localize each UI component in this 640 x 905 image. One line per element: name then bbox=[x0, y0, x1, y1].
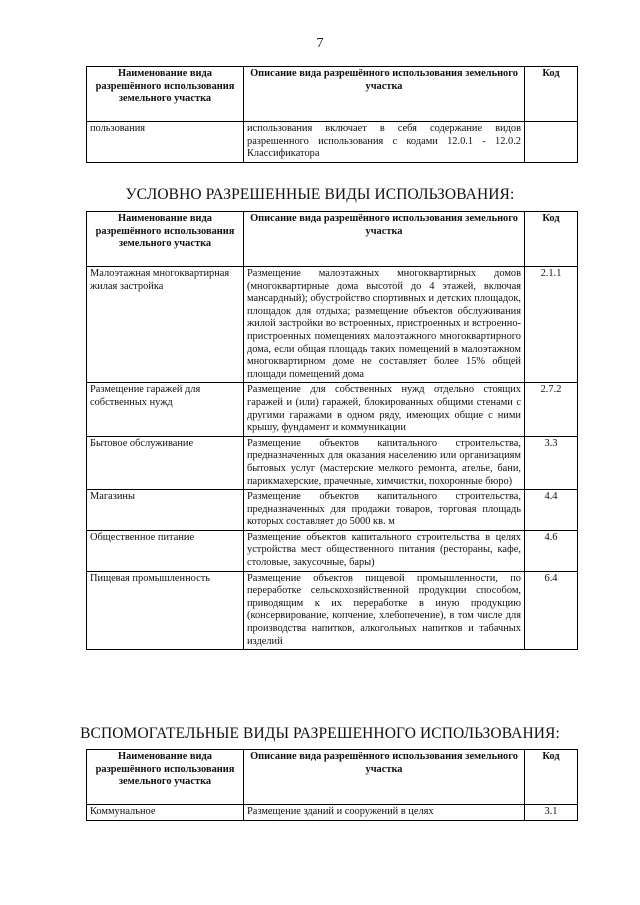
header-name: Наименование вида разрешённого использования земельного участка bbox=[87, 212, 244, 267]
row-name: Малоэтажная многоквартирная жилая застройка bbox=[87, 267, 244, 383]
row-code: 4.6 bbox=[525, 530, 578, 571]
row-name: пользования bbox=[87, 122, 244, 163]
table-row bbox=[87, 490, 578, 531]
row-name: Общественное питание bbox=[87, 530, 244, 571]
row-description: Размещение объектов капитального строительства, предназначенных для оказания населению или организациям бытовых услуг (мастерские мелкого ремонта, ателье, бани, парикмахерские, прачечные, химчистки, похоронные бюро) bbox=[244, 436, 525, 489]
table-row bbox=[87, 805, 578, 821]
row-name: Пищевая промышленность bbox=[87, 571, 244, 650]
row-code: 2.7.2 bbox=[525, 383, 578, 436]
section-title-auxiliary: ВСПОМОГАТЕЛЬНЫЕ ВИДЫ РАЗРЕШЕННОГО ИСПОЛЬЗОВАНИЯ: bbox=[80, 725, 560, 742]
header-description: Описание вида разрешённого использования земельного участка bbox=[244, 750, 525, 805]
table-row bbox=[87, 436, 578, 489]
page-number: 7 bbox=[316, 36, 324, 51]
row-code: 3.1 bbox=[525, 805, 578, 821]
row-code: 4.4 bbox=[525, 490, 578, 531]
conditional-use-table bbox=[86, 211, 578, 650]
row-description: Размещение зданий и сооружений в целях bbox=[244, 805, 525, 821]
row-name: Бытовое обслуживание bbox=[87, 436, 244, 489]
row-description: Размещение объектов капитального строительства, предназначенных для продажи товаров, торговая площадь которых составляет до 5000 кв. м bbox=[244, 490, 525, 531]
header-description: Описание вида разрешённого использования земельного участка bbox=[244, 67, 525, 122]
header-code: Код bbox=[525, 750, 578, 805]
row-name: Магазины bbox=[87, 490, 244, 531]
table-row bbox=[87, 122, 578, 163]
table-header-row bbox=[87, 750, 578, 805]
row-code: 6.4 bbox=[525, 571, 578, 650]
table-row bbox=[87, 530, 578, 571]
section-title-conditional: УСЛОВНО РАЗРЕШЕННЫЕ ВИДЫ ИСПОЛЬЗОВАНИЯ: bbox=[125, 186, 515, 203]
header-name: Наименование вида разрешённого использования земельного участка bbox=[87, 750, 244, 805]
row-name: Размещение гаражей для собственных нужд bbox=[87, 383, 244, 436]
header-description: Описание вида разрешённого использования земельного участка bbox=[244, 212, 525, 267]
header-name: Наименование вида разрешённого использования земельного участка bbox=[87, 67, 244, 122]
row-description: Размещение малоэтажных многоквартирных домов (многоквартирные дома высотой до 4 этажей, включая мансардный); обустройство спортивных и детских площадок, площадок для отдыха; размещение объектов обслуживания жилой застройки во встроенных, пристроенных и встроенно-пристроенных помещениях малоэтажного многоквартирного дома, если общая площадь таких помещений в малоэтажном многоквартирном доме не составляет более 15% общей площади помещений дома bbox=[244, 267, 525, 383]
table-row bbox=[87, 571, 578, 650]
auxiliary-use-table bbox=[86, 749, 578, 821]
row-description: Размещение объектов капитального строительства в целях устройства мест общественного питания (рестораны, кафе, столовые, закусочные, бары) bbox=[244, 530, 525, 571]
land-use-table-continued bbox=[86, 66, 578, 163]
row-name: Коммунальное bbox=[87, 805, 244, 821]
row-description: Размещение объектов пищевой промышленности, по переработке сельскохозяйственной продукции способом, приводящим к их переработке в иную продукцию (консервирование, копчение, хлебопечение), в том числе для производства напитков, алкогольных напитков и табачных изделий bbox=[244, 571, 525, 650]
row-code: 2.1.1 bbox=[525, 267, 578, 383]
row-code: 3.3 bbox=[525, 436, 578, 489]
row-description: Размещение для собственных нужд отдельно стоящих гаражей и (или) гаражей, блокированных общими стенами с другими гаражами в одном ряду, имеющих общие с ними крышу, фундамент и коммуникации bbox=[244, 383, 525, 436]
row-code bbox=[525, 122, 578, 163]
table-header-row bbox=[87, 212, 578, 267]
header-code: Код bbox=[525, 67, 578, 122]
table-header-row bbox=[87, 67, 578, 122]
header-code: Код bbox=[525, 212, 578, 267]
table-row bbox=[87, 267, 578, 383]
table-row bbox=[87, 383, 578, 436]
row-description: использования включает в себя содержание видов разрешенного использования с кодами 12.0.1 - 12.0.2 Классификатора bbox=[244, 122, 525, 163]
